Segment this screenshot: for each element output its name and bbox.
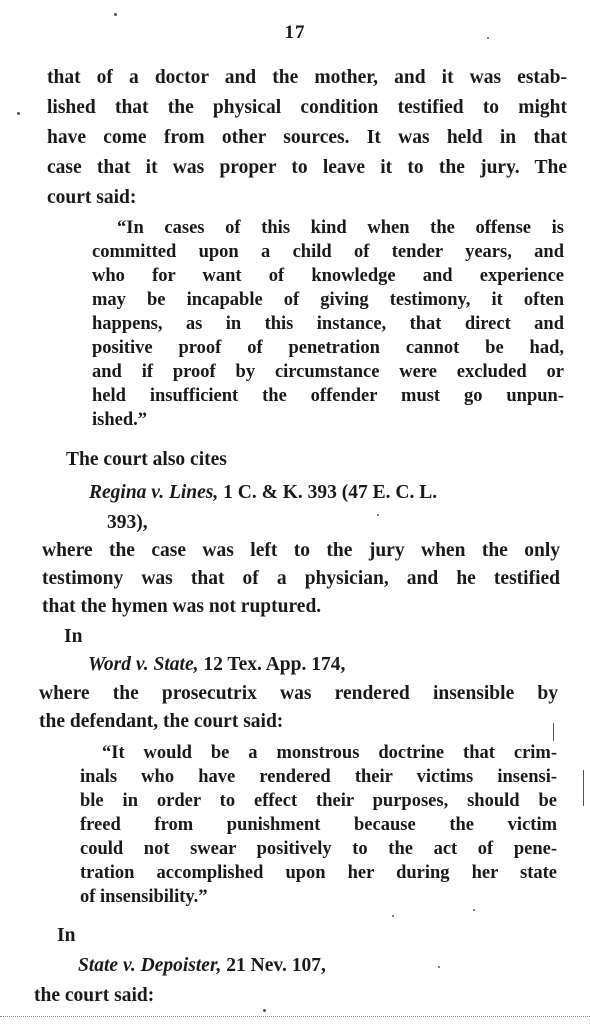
paragraph-1-line-1: that of a doctor and the mother, and it was estab- xyxy=(47,67,567,88)
closing-line: the court said: xyxy=(34,985,155,1006)
quote-2-line-7: of insensibility.” xyxy=(80,887,208,907)
quote-2-line-5: could not swear positively to the act of pene- xyxy=(80,839,557,859)
in-1: In xyxy=(64,626,83,647)
bottom-scan-line xyxy=(0,1016,590,1017)
quote-1-line-5: happens, as in this instance, that direct and xyxy=(92,314,564,334)
scan-speck xyxy=(263,1009,266,1012)
paragraph-1-line-3: have come from other sources. It was held in that xyxy=(47,127,567,148)
quote-2-line-4: freed from punishment because the victim xyxy=(80,815,557,835)
quote-1-line-3: who for want of knowledge and experience xyxy=(92,266,564,286)
paragraph-3-line-1: where the prosecutrix was rendered insensible by xyxy=(39,683,558,704)
scan-speck xyxy=(487,37,489,39)
scan-speck xyxy=(114,13,117,16)
citation-state-v-depoister xyxy=(78,954,326,978)
scan-speck xyxy=(17,112,20,115)
citation-2-ref: 12 Tex. App. 174, xyxy=(198,654,346,675)
citation-1-ref: 1 C. & K. 393 (47 E. C. L. xyxy=(218,482,438,503)
page-number: 17 xyxy=(284,22,306,43)
quote-1-line-8: held insufficient the offender must go unpun- xyxy=(92,386,564,406)
in-2: In xyxy=(57,925,76,946)
court-also-cites: The court also cites xyxy=(66,449,227,470)
quote-1-line-4: may be incapable of giving testimony, it often xyxy=(92,290,564,310)
paragraph-1-line-2: lished that the physical condition testified to might xyxy=(47,97,567,118)
citation-2-case: Word v. State, xyxy=(88,654,199,675)
citation-1-case: Regina v. Lines, xyxy=(89,482,219,503)
quote-2-line-3: ble in order to effect their purposes, should be xyxy=(80,791,557,811)
scan-speck xyxy=(438,966,440,968)
citation-word-v-state xyxy=(88,653,345,677)
citation-1-continuation: 393), xyxy=(107,512,148,533)
paragraph-1-line-5: court said: xyxy=(47,187,137,208)
citation-3-ref: 21 Nev. 107, xyxy=(221,955,326,976)
quote-2-line-1: “It would be a monstrous doctrine that crim- xyxy=(102,743,557,763)
quote-1-line-7: and if proof by circumstance were excluded or xyxy=(92,362,564,382)
scan-mark xyxy=(583,770,584,806)
citation-3-case: State v. Depoister, xyxy=(78,955,222,976)
quote-1-line-2: committed upon a child of tender years, and xyxy=(92,242,564,262)
paragraph-1-line-4: case that it was proper to leave it to the jury. The xyxy=(47,157,567,178)
quote-1-line-6: positive proof of penetration cannot be had, xyxy=(92,338,564,358)
paragraph-2-line-3: that the hymen was not ruptured. xyxy=(42,596,322,617)
quote-1-line-9: ished.” xyxy=(92,410,148,430)
paragraph-2-line-2: testimony was that of a physician, and he testified xyxy=(42,568,560,589)
scan-speck xyxy=(392,915,394,917)
scan-speck xyxy=(473,909,475,911)
citation-regina-v-lines xyxy=(89,481,437,505)
paragraph-2-line-1: where the case was left to the jury when the only xyxy=(42,540,560,561)
quote-2-line-2: inals who have rendered their victims insensi- xyxy=(80,767,557,787)
paragraph-3-line-2: the defendant, the court said: xyxy=(39,711,284,732)
scan-mark xyxy=(553,723,554,741)
quote-1-line-1: “In cases of this kind when the offense is xyxy=(117,218,564,238)
scan-speck xyxy=(377,514,379,516)
quote-2-line-6: tration accomplished upon her during her state xyxy=(80,863,557,883)
